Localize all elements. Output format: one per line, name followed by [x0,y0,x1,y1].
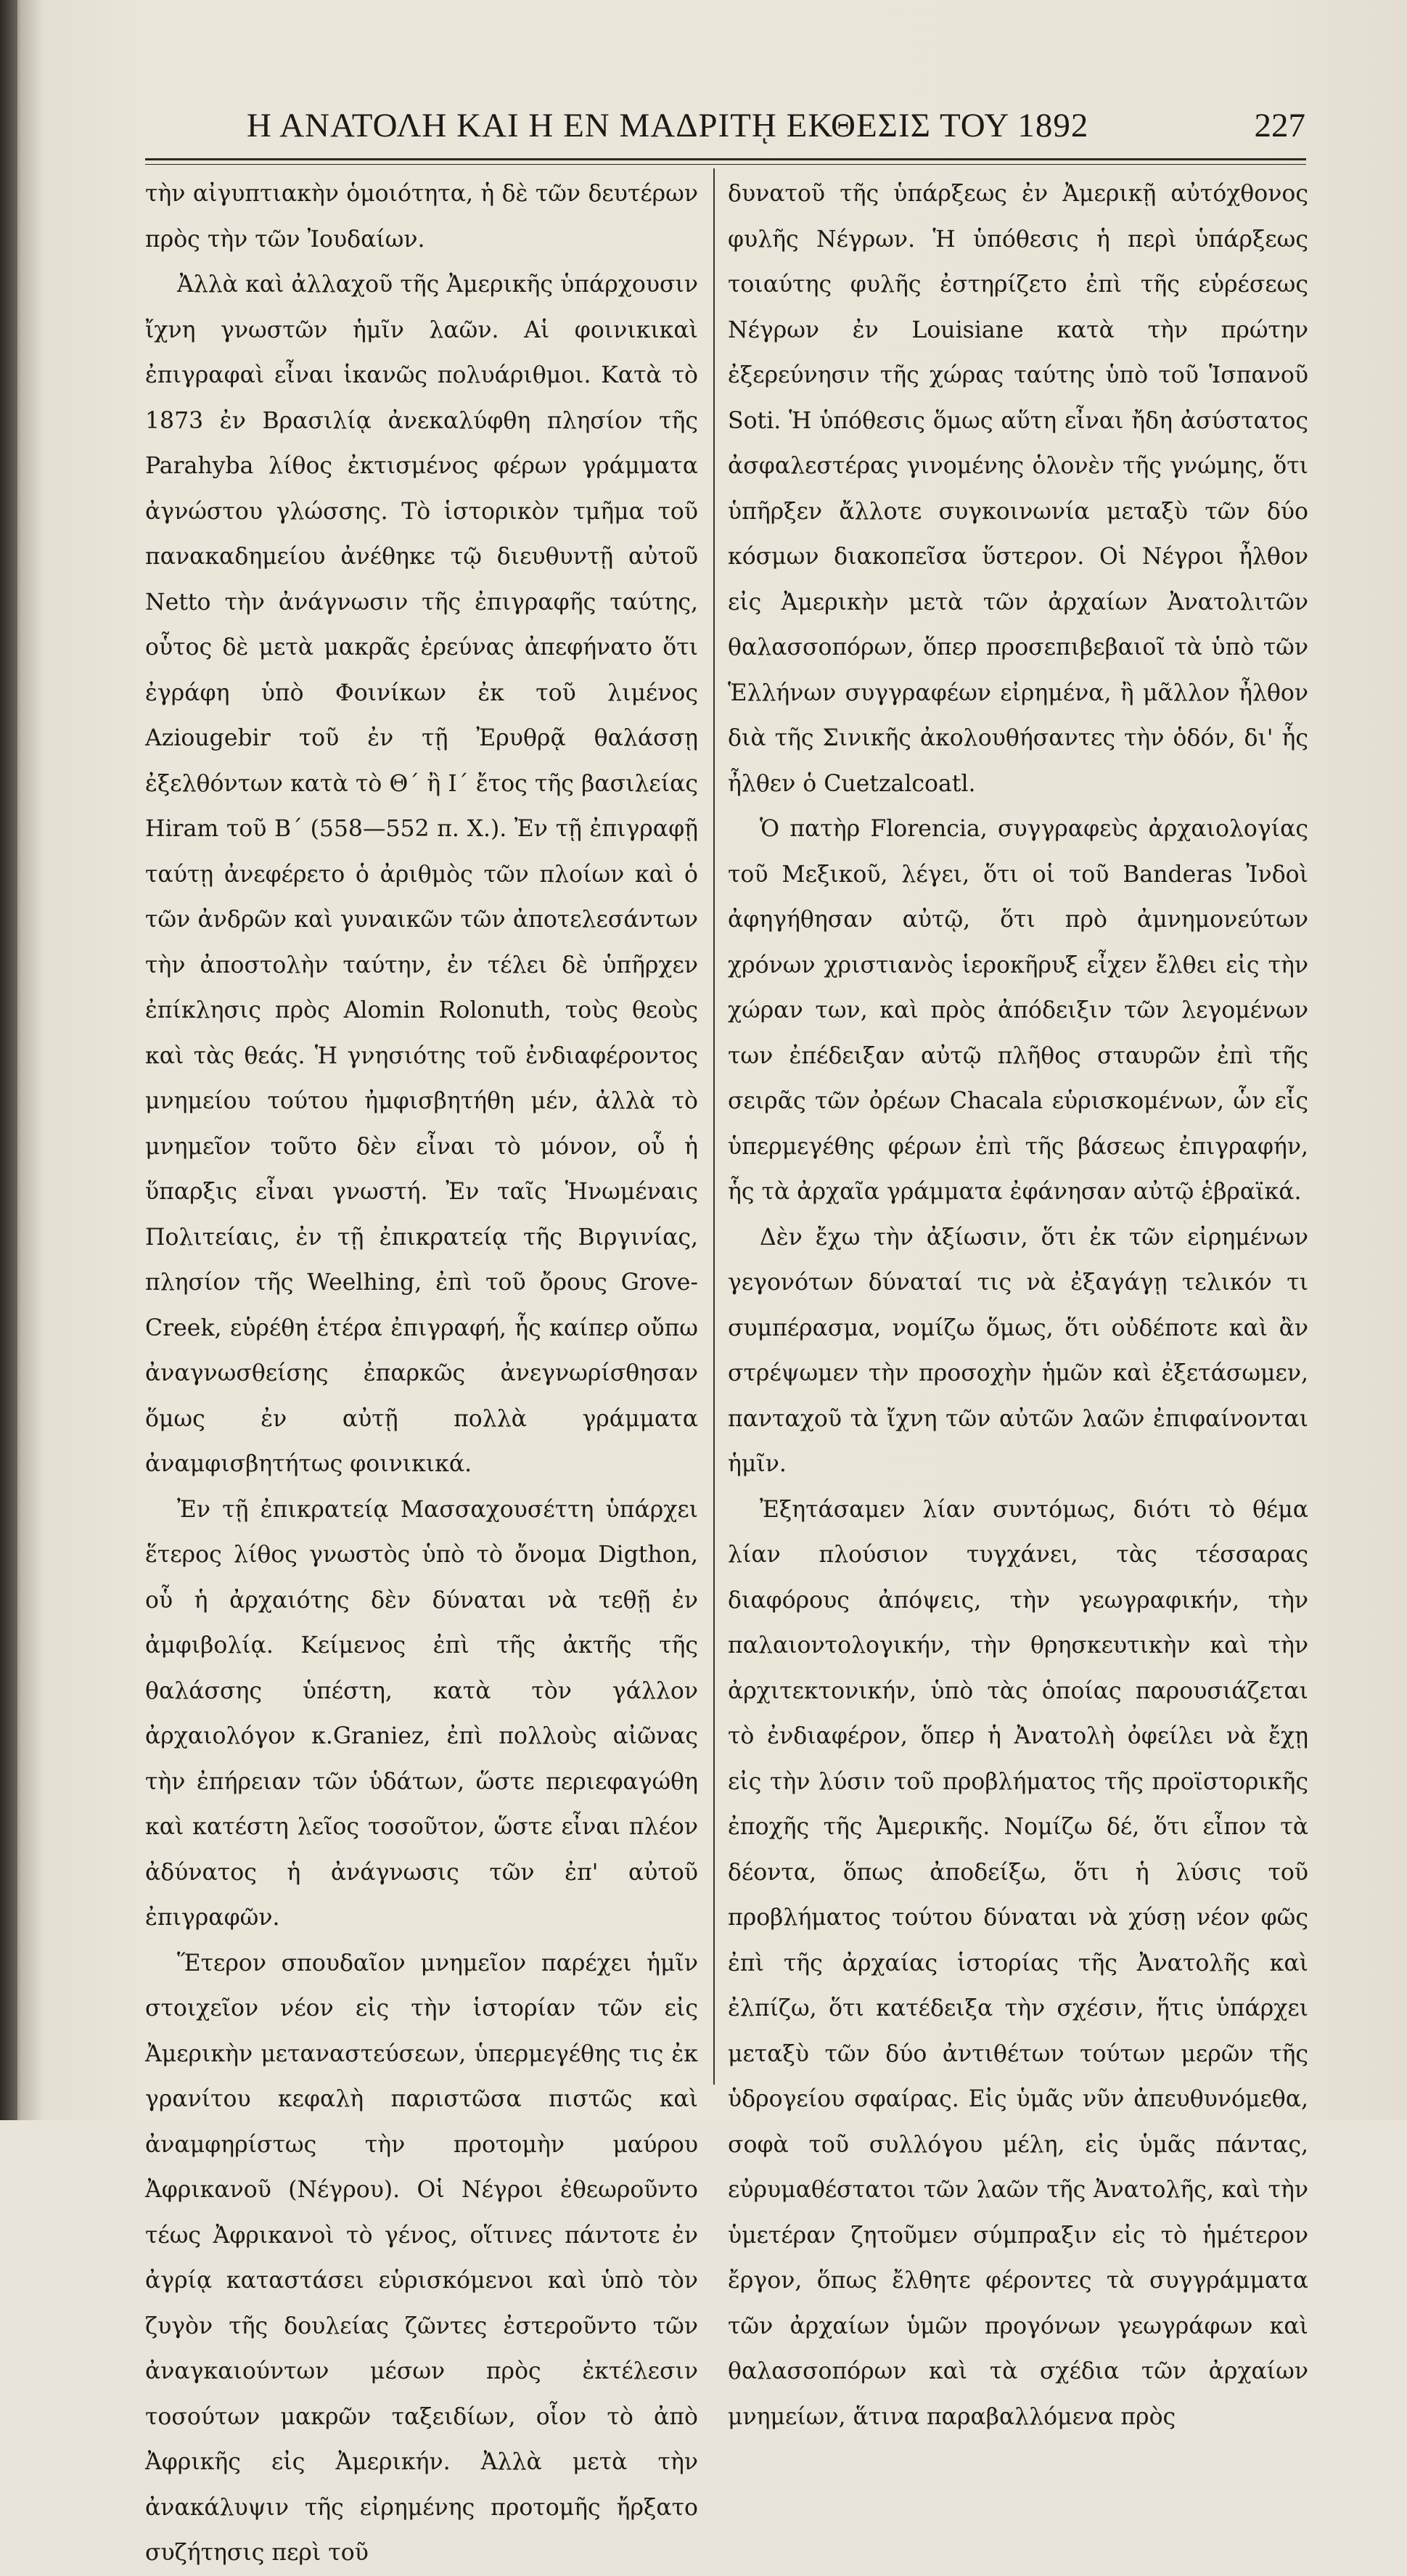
book-spine-shadow [0,0,17,2120]
paragraph: Δὲν ἔχω τὴν ἀξίωσιν, ὅτι ἐκ τῶν εἰρημένων γεγονότων δύναταί τις νὰ ἐξαγάγῃ τελικόν τι συμπέρασμα, νομίζω ὅμως, ὅτι οὐδέποτε καὶ ἂν στρέψωμεν τὴν προσοχὴν ἡμῶν καὶ ἐξετάσωμεν, πανταχοῦ τὰ ἴχνη τῶν αὐτῶν λαῶν ἐπιφαίνονται ἡμῖν. [728,1224,1308,1477]
paragraph: δυνατοῦ τῆς ὑπάρξεως ἐν Ἀμερικῇ αὐτόχθονος φυλῆς Νέγρων. Ἡ ὑπόθεσις ἡ περὶ ὑπάρξεως τοιαύτης φυλῆς ἐστηρίζετο ἐπὶ τῆς εὑρέσεως Νέγρων ἐν Louisiane κατὰ τὴν πρώτην ἐξερεύνησιν τῆς χώρας ταύτης ὑπὸ τοῦ Ἱσπανοῦ Soti. Ἡ ὑπόθεσις ὅμως αὕτη εἶναι ἤδη ἀσύστατος ἀσφαλεστέρας γινομένης ὁλονὲν τῆς γνώμης, ὅτι ὑπῆρξεν ἄλλοτε συγκοινωνία μεταξὺ τῶν δύο κόσμων διακοπεῖσα ὕστερον. Οἱ Νέγροι ἦλθον εἰς Ἀμερικὴν μετὰ τῶν ἀρχαίων Ἀνατολιτῶν θαλασσοπόρων, ὅπερ προσεπιβεβαιοῖ τὰ ὑπὸ τῶν Ἑλλήνων συγγραφέων εἰρημένα, ἢ μᾶλλον ἦλθον διὰ τῆς Σινικῆς ἀκολουθήσαντες τὴν ὁδόν, δι' ἧς ἦλθεν ὁ Cuetzalcoatl. [728,181,1308,797]
header-rule-thin [145,164,1306,165]
page-number: 227 [1254,107,1305,144]
right-column [728,171,1308,2430]
paragraph: τὴν αἰγυπτιακὴν ὁμοιότητα, ἡ δὲ τῶν δευτέρων πρὸς τὴν τῶν Ἰουδαίων. [145,181,698,253]
header-rule-thick [145,158,1306,160]
paragraph: Ἀλλὰ καὶ ἀλλαχοῦ τῆς Ἀμερικῆς ὑπάρχουσιν ἴχνη γνωστῶν ἡμῖν λαῶν. Αἱ φοινικικαὶ ἐπιγραφαὶ εἶναι ἱκανῶς πολυάριθμοι. Κατὰ τὸ 1873 ἐν Βρασιλίᾳ ἀνεκαλύφθη πλησίον τῆς Parahyba λίθος ἐκτισμένος φέρων γράμματα ἀγνώστου γλώσσης. Τὸ ἱστορικὸν τμῆμα τοῦ πανακαδημείου ἀνέθηκε τῷ διευθυντῇ αὐτοῦ Netto τὴν ἀνάγνωσιν τῆς ἐπιγραφῆς ταύτης, οὗτος δὲ μετὰ μακρᾶς ἐρεύνας ἀπεφήνατο ὅτι ἐγράφη ὑπὸ Φοινίκων ἐκ τοῦ λιμένος Aziougebir τοῦ ἐν τῇ Ἐρυθρᾷ θαλάσσῃ ἐξελθόντων κατὰ τὸ Θ΄ ἢ Ι΄ ἔτος τῆς βασιλείας Hiram τοῦ Β΄ (558—552 π. Χ.). Ἐν τῇ ἐπιγραφῇ ταύτῃ ἀνεφέρετο ὁ ἀριθμὸς τῶν πλοίων καὶ ὁ τῶν ἀνδρῶν καὶ γυναικῶν τῶν ἀποτελεσάντων τὴν ἀποστολὴν ταύτην, ἐν τέλει δὲ ὑπῆρχεν ἐπίκλησις πρὸς Alomin Rolonuth, τοὺς θεοὺς καὶ τὰς θεάς. Ἡ γνησιότης τοῦ ἐνδιαφέροντος μνημείου τούτου ἠμφισβητήθη μέν, ἀλλὰ τὸ μνημεῖον τοῦτο δὲν εἶναι τὸ μόνον, οὗ ἡ ὕπαρξις εἶναι γνωστή. Ἐν ταῖς Ἡνωμέναις Πολιτείαις, ἐν τῇ ἐπικρατείᾳ τῆς Βιργινίας, πλησίον τῆς Weelhing, ἐπὶ τοῦ ὄρους Grove-Creek, εὑρέθη ἑτέρα ἐπιγραφή, ἧς καίπερ οὔπω ἀναγνωσθείσης ἐπαρκῶς ἀνεγνωρίσθησαν ὅμως ἐν αὐτῇ πολλὰ γράμματα ἀναμφισβητήτως φοινικικά. [145,271,698,1477]
paragraph: Ἐν τῇ ἐπικρατείᾳ Μασσαχουσέττη ὑπάρχει ἕτερος λίθος γνωστὸς ὑπὸ τὸ ὄνομα Digthon, οὗ ἡ ἀρχαιότης δὲν δύναται νὰ τεθῇ ἐν ἀμφιβολίᾳ. Κείμενος ἐπὶ τῆς ἀκτῆς τῆς θαλάσσης ὑπέστη, κατὰ τὸν γάλλον ἀρχαιολόγον κ.Graniez, ἐπὶ πολλοὺς αἰῶνας τὴν ἐπήρειαν τῶν ὑδάτων, ὥστε περιεφαγώθη καὶ κατέστη λεῖος τοσοῦτον, ὥστε εἶναι πλέον ἀδύνατος ἡ ἀνάγνωσις τῶν ἐπ' αὐτοῦ ἐπιγραφῶν. [145,1496,698,1931]
left-column [145,171,698,2566]
column-divider [713,168,715,2085]
paragraph: Ὁ πατὴρ Florencia, συγγραφεὺς ἀρχαιολογίας τοῦ Μεξικοῦ, λέγει, ὅτι οἱ τοῦ Banderas Ἰνδοὶ ἀφηγήθησαν αὐτῷ, ὅτι πρὸ ἀμνημονεύτων χρόνων χριστιανὸς ἱεροκῆρυξ εἶχεν ἔλθει εἰς τὴν χώραν των, καὶ πρὸς ἀπόδειξιν τῶν λεγομένων των ἐπέδειξαν αὐτῷ πλῆθος σταυρῶν ἐπὶ τῆς σειρᾶς τῶν ὀρέων Chacala εὑρισκομένων, ὧν εἷς ὑπερμεγέθης φέρων ἐπὶ τῆς βάσεως ἐπιγραφήν, ἧς τὰ ἀρχαῖα γράμματα ἐφάνησαν αὐτῷ ἑβραϊκά. [728,816,1308,1205]
paragraph: Ἕτερον σπουδαῖον μνημεῖον παρέχει ἡμῖν στοιχεῖον νέον εἰς τὴν ἱστορίαν τῶν εἰς Ἀμερικὴν μεταναστεύσεων, ὑπερμεγέθης τις ἐκ γρανίτου κεφαλὴ παριστῶσα πιστῶς καὶ ἀναμφηρίστως τὴν προτομὴν μαύρου Ἀφρικανοῦ (Νέγρου). Οἱ Νέγροι ἐθεωροῦντο τέως Ἀφρικανοὶ τὸ γένος, οἵτινες πάντοτε ἐν ἀγρίᾳ καταστάσει εὑρισκόμενοι καὶ ὑπὸ τὸν ζυγὸν τῆς δουλείας ζῶντες ἐστεροῦντο τῶν ἀναγκαιούντων μέσων πρὸς ἐκτέλεσιν τοσούτων μακρῶν ταξειδίων, οἷον τὸ ἀπὸ Ἀφρικῆς εἰς Ἀμερικήν. Ἀλλὰ μετὰ τὴν ἀνακάλυψιν τῆς εἰρημένης προτομῆς ἤρξατο συζήτησις περὶ τοῦ [145,1950,698,2566]
paragraph: Ἐξητάσαμεν λίαν συντόμως, διότι τὸ θέμα λίαν πλούσιον τυγχάνει, τὰς τέσσαρας διαφόρους ἀπόψεις, τὴν γεωγραφικήν, τὴν παλαιοντολογικήν, τὴν θρησκευτικὴν καὶ τὴν ἀρχιτεκτονικήν, ὑπὸ τὰς ὁποίας παρουσιάζεται τὸ ἐνδιαφέρον, ὅπερ ἡ Ἀνατολὴ ὀφείλει νὰ ἔχῃ εἰς τὴν λύσιν τοῦ προβλήματος τῆς προϊστορικῆς ἐποχῆς τῆς Ἀμερικῆς. Νομίζω δέ, ὅτι εἶπον τὰ δέοντα, ὅπως ἀποδείξω, ὅτι ἡ λύσις τοῦ προβλήματος τούτου δύναται νὰ χύσῃ νέον φῶς ἐπὶ τῆς ἀρχαίας ἱστορίας τῆς Ἀνατολῆς καὶ ἐλπίζω, ὅτι κατέδειξα τὴν σχέσιν, ἥτις ὑπάρχει μεταξὺ τῶν δύο ἀντιθέτων τούτων μερῶν τῆς ὑδρογείου σφαίρας. Εἰς ὑμᾶς νῦν ἀπευθυνόμεθα, σοφὰ τοῦ συλλόγου μέλη, εἰς ὑμᾶς πάντας, εὐρυμαθέστατοι τῶν λαῶν τῆς Ἀνατολῆς, καὶ τὴν ὑμετέραν ζητοῦμεν σύμπραξιν εἰς τὸ ἡμέτερον ἔργον, ὅπως ἔλθητε φέροντες τὰ συγγράμματα τῶν ἀρχαίων ὑμῶν προγόνων γεωγράφων καὶ θαλασσοπόρων καὶ τὰ σχέδια τῶν ἀρχαίων μνημείων, ἅτινα παραβαλλόμενα πρὸς [728,1496,1308,2430]
running-title: Η ΑΝΑΤΟΛΗ ΚΑΙ Η ΕΝ ΜΑΔΡΙΤῌ ΕΚΘΕΣΙΣ ΤΟΥ 1892 [247,107,1089,144]
